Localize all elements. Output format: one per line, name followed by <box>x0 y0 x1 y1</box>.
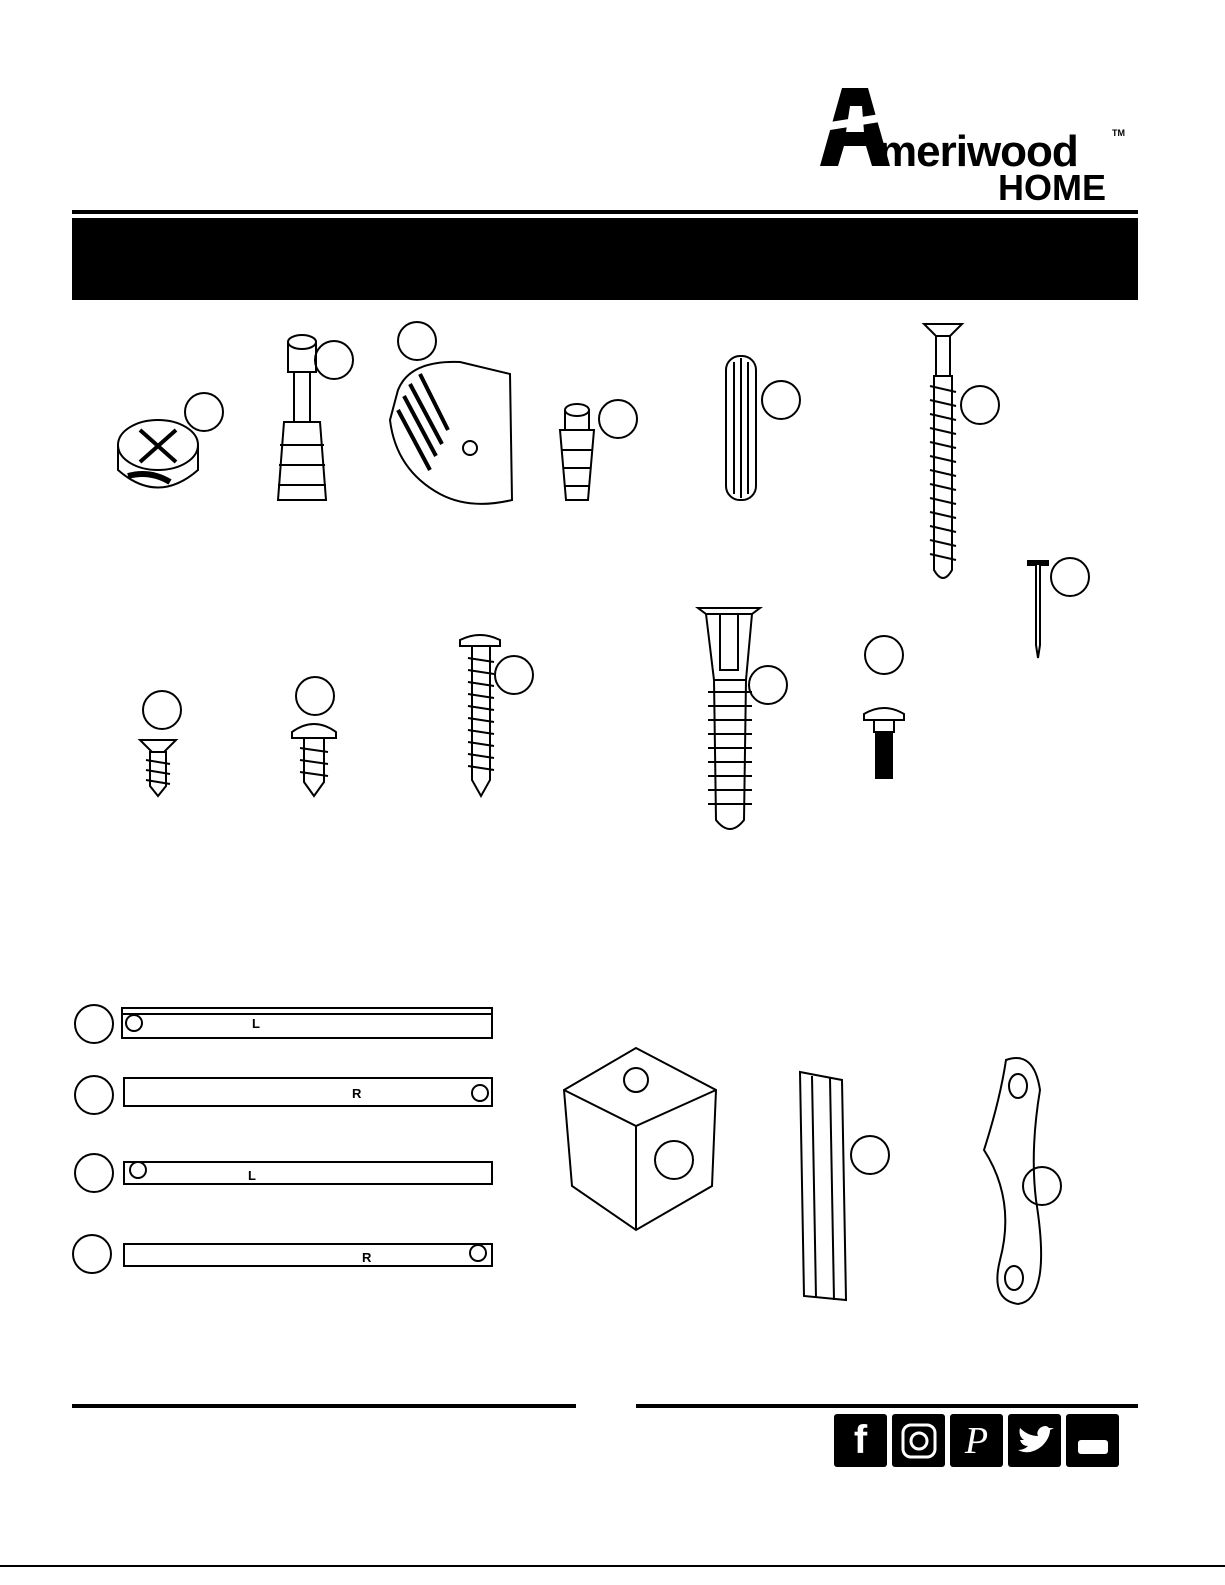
part-callout-circle <box>599 400 637 438</box>
part-callout-circle <box>398 322 436 360</box>
logo-wordmark: meriwood <box>878 127 1078 176</box>
trademark: TM <box>1112 128 1125 138</box>
part-callout-circle <box>75 1154 113 1192</box>
part-callout-circle <box>851 1136 889 1174</box>
part-callout-circle <box>749 666 787 704</box>
part-callout-circle <box>75 1005 113 1043</box>
cam-bolt-part <box>278 335 353 500</box>
slide-label-left-1: L <box>252 1016 260 1031</box>
slide-label-right-1: R <box>352 1086 362 1101</box>
part-callout-circle <box>762 381 800 419</box>
youtube-icon[interactable] <box>1066 1414 1119 1467</box>
nail-part <box>1028 558 1089 658</box>
page-bottom-rule <box>0 1565 1225 1567</box>
twitter-icon[interactable] <box>1008 1414 1061 1467</box>
social-links <box>834 1414 1119 1468</box>
long-screw-part <box>924 324 999 578</box>
part-callout-circle <box>495 656 533 694</box>
facebook-icon[interactable]: f <box>834 1414 887 1467</box>
part-callout-circle <box>185 393 223 431</box>
part-callout-circle <box>1051 558 1089 596</box>
part-callout-circle <box>75 1076 113 1114</box>
slide-label-left-2: L <box>248 1168 256 1183</box>
part-callout-circle <box>961 386 999 424</box>
strap-part <box>984 1058 1061 1304</box>
bracket-part <box>800 1072 889 1300</box>
small-cam-bolt-part <box>560 400 637 500</box>
footer-rule-right <box>636 1404 1138 1408</box>
flat-head-screw-part <box>140 691 181 796</box>
drawer-slide-right-2 <box>73 1235 492 1273</box>
wooden-dowel-part <box>726 356 800 500</box>
slide-label-right-2: R <box>362 1250 372 1265</box>
cam-lock-part <box>118 393 223 488</box>
plastic-anchor-part <box>698 608 787 829</box>
drawer-slide-left-2 <box>75 1154 492 1192</box>
part-callout-circle <box>143 691 181 729</box>
drawer-slide-right-1 <box>75 1076 492 1114</box>
part-callout-circle <box>73 1235 111 1273</box>
machine-bolt-part <box>864 636 904 778</box>
part-callout-circle <box>296 677 334 715</box>
part-callout-circle <box>865 636 903 674</box>
leg-foot-part <box>564 1048 716 1230</box>
part-callout-circle <box>315 341 353 379</box>
long-pan-screw-part <box>460 635 533 796</box>
cam-housing-part <box>390 322 512 504</box>
footer-rule-left <box>72 1404 576 1408</box>
logo-home: HOME <box>998 167 1106 208</box>
pan-head-screw-part <box>292 677 336 796</box>
pinterest-icon[interactable]: P <box>950 1414 1003 1467</box>
drawer-slide-left-1 <box>75 1005 492 1043</box>
instagram-icon[interactable] <box>892 1414 945 1467</box>
